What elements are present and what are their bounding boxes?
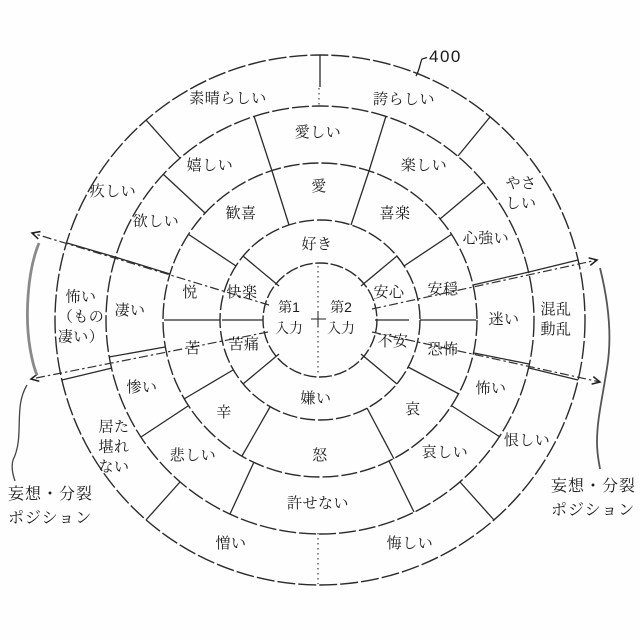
ring4-emotion-label: 悔しい: [386, 535, 434, 553]
ring3-emotion-label: 嬉しい: [186, 157, 234, 175]
center-cross-mark: [311, 312, 326, 327]
ring1-emotion-label: 嫌い: [300, 390, 332, 408]
ring2-emotion-label: 哀: [405, 401, 421, 419]
ring1-emotion-label: 安心: [373, 284, 405, 302]
ring2-emotion-label: 愛: [311, 178, 327, 196]
ring3-emotion-label: 欲しい: [132, 213, 180, 231]
ring4-emotion-label: 恨しい: [503, 432, 551, 450]
ring4-emotion-label: 混乱 動乱: [540, 301, 572, 338]
ring4-emotion-label: 素晴らしい: [189, 90, 267, 108]
second-input-label: 第2 入力: [327, 299, 355, 336]
ring3-emotion-label: 心強い: [462, 230, 510, 248]
ring4-emotion-label: 誇らしい: [372, 91, 436, 109]
paranoid-schizoid-position-label-left: 妄想・分裂 ポジション: [8, 486, 94, 527]
ring1-emotion-label: 好き: [301, 236, 333, 254]
ring3-emotion-label: 楽しい: [400, 157, 448, 175]
left-label-leader-squiggle: [12, 385, 27, 481]
ring2-emotion-label: 苦: [185, 340, 201, 358]
ring4-emotion-label: やさ しい: [505, 175, 537, 212]
ring2-emotion-label: 喜楽: [379, 205, 411, 223]
ring3-emotion-label: 愛しい: [294, 124, 342, 142]
ring3-emotion-label: 哀しい: [421, 444, 469, 462]
ring1-emotion-label: 不安: [377, 333, 409, 351]
ring2-emotion-label: 恐怖: [427, 341, 459, 359]
ring3-emotion-label: 迷い: [488, 311, 520, 329]
ring2-emotion-label: 辛: [216, 404, 232, 422]
ring3-emotion-label: 凄い: [114, 302, 146, 320]
ring2-emotion-label: 安穏: [427, 281, 459, 299]
ring4-emotion-label: 疚しい: [89, 183, 137, 201]
ring3-emotion-label: 悲しい: [169, 447, 217, 465]
first-input-label: 第1 入力: [275, 299, 303, 336]
ring1-emotion-label: 快楽: [226, 284, 258, 302]
ring3-emotion-label: 許せない: [286, 495, 350, 513]
ring3-emotion-label: 惨い: [126, 379, 158, 397]
left-zone-brace: [27, 243, 39, 375]
ring2-emotion-label: 悦: [182, 284, 198, 302]
ring3-emotion-label: 怖い: [475, 380, 507, 398]
ring4-emotion-label: 居た 堪れ ない: [98, 418, 130, 475]
reference-leader-line: [416, 58, 427, 77]
ring2-emotion-label: 怒: [312, 447, 328, 465]
ring2-emotion-label: 歓喜: [225, 205, 257, 223]
right-zone-brace: [597, 268, 609, 469]
ring4-emotion-label: 怖い （もの 凄い）: [57, 288, 105, 345]
paranoid-schizoid-position-label-right: 妄想・分裂 ポジション: [551, 478, 637, 519]
figure-reference-number: 400: [429, 47, 462, 66]
ring4-emotion-label: 憎い: [215, 535, 247, 553]
ring1-emotion-label: 苦痛: [228, 336, 260, 354]
